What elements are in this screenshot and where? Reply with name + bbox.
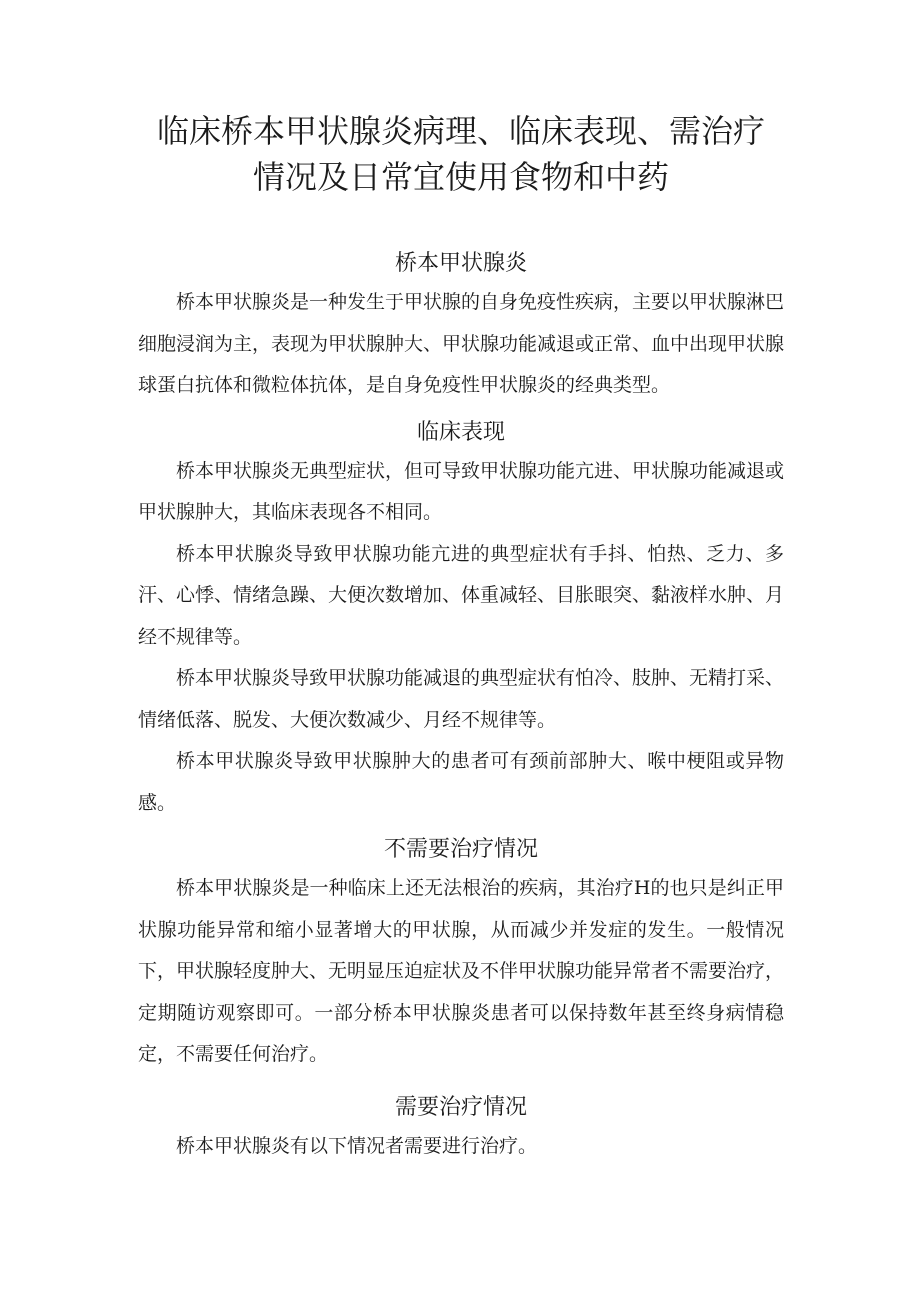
paragraph: 桥本甲状腺炎导致甲状腺肿大的患者可有颈前部肿大、喉中梗阻或异物感。 — [138, 750, 784, 814]
paragraph: 桥本甲状腺炎导致甲状腺功能减退的典型症状有怕冷、肢肿、无精打采、情绪低落、脱发、大便次数减少、月经不规律等。 — [138, 667, 785, 731]
document-title — [138, 108, 784, 200]
section-hashimoto-thyroiditis — [138, 248, 784, 407]
section-heading: 不需要治疗情况 — [383, 837, 538, 862]
document-page — [138, 108, 784, 1167]
paragraph: 桥本甲状腺炎导致甲状腺功能亢进的典型症状有手抖、怕热、乏力、多汗、心悸、情绪急躁、大便次数增加、体重减轻、目胀眼突、黏液样水肿、月经不规律等。 — [138, 542, 785, 648]
section-heading: 需要治疗情况 — [394, 1094, 527, 1120]
paragraph: 桥本甲状腺炎有以下情况者需要进行治疗。 — [176, 1134, 538, 1157]
section-heading: 临床表现 — [416, 419, 505, 445]
paragraph: 桥本甲状腺炎无典型症状，但可导致甲状腺功能亢进、甲状腺功能减退或甲状腺肿大，其临床表现各不相同。 — [138, 459, 785, 523]
section-no-treatment-needed — [138, 834, 784, 1076]
paragraph: 桥本甲状腺炎是一种发生于甲状腺的自身免疫性疾病，主要以甲状腺淋巴细胞浸润为主，表现为甲状腺肿大、甲状腺功能减退或正常、血中出现甲状腺球蛋白抗体和微粒体抗体，是自身免疫性甲状腺炎的经典类型。 — [138, 291, 785, 396]
section-treatment-needed — [138, 1092, 784, 1168]
section-heading: 桥本甲状腺炎 — [394, 251, 527, 276]
paragraph: 桥本甲状腺炎是一种临床上还无法根治的疾病，其治疗H的也只是纠正甲状腺功能异常和缩小显著增大的甲状腺，从而减少并发症的发生。一般情况下，甲状腺轻度肿大、无明显压迫症状及不伴甲状腺功能异常者不需要治疗，定期随访观察即可。一部分桥本甲状腺炎患者可以保持数年甚至终身病情稳定，不需要任何治疗。 — [138, 877, 785, 1065]
document-title-line-2: 情况及日常宜使用食物和中药 — [252, 158, 669, 196]
section-clinical-manifestations — [138, 417, 784, 825]
document-title-line-1: 临床桥本甲状腺炎病理、临床表现、需治疗 — [156, 112, 765, 150]
